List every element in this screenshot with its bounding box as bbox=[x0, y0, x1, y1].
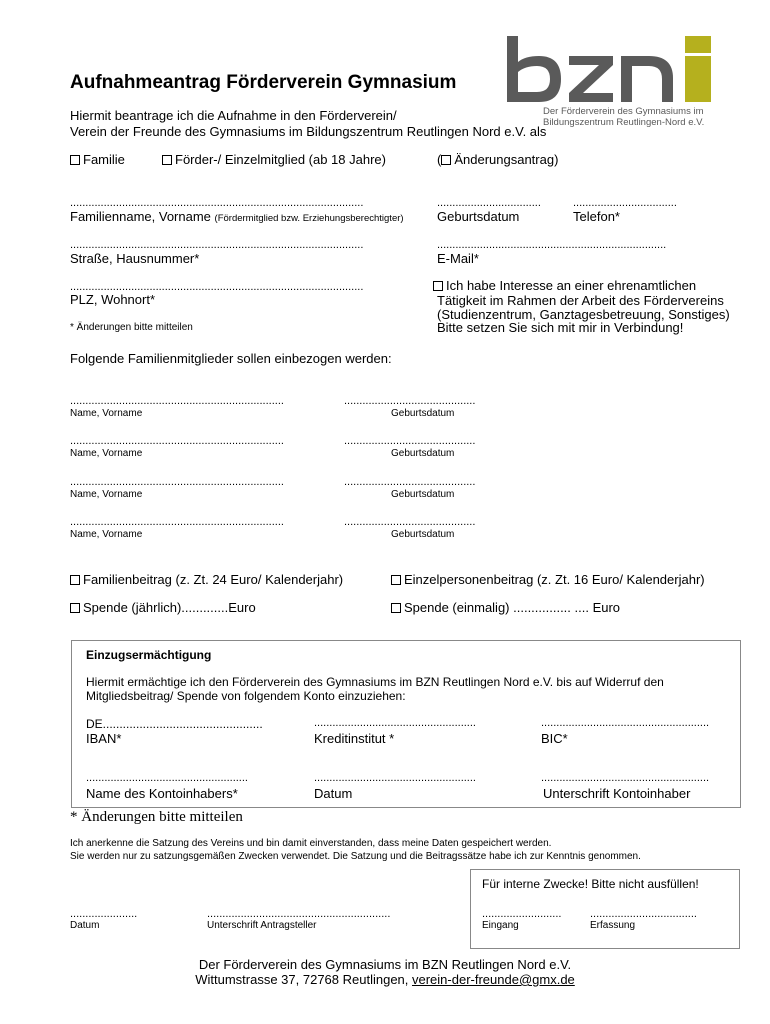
name-dots[interactable]: ................................................................................................ bbox=[70, 198, 364, 209]
family-1-date-label: Geburtsdatum bbox=[391, 408, 455, 419]
donation-yearly[interactable] bbox=[70, 600, 256, 615]
birth-label: Geburtsdatum bbox=[437, 209, 520, 224]
phone-dots[interactable]: .................................. bbox=[573, 198, 677, 209]
logo-subtitle-2: Bildungszentrum Reutlingen-Nord e.V. bbox=[543, 117, 705, 128]
membership-change-label: Änderungsantrag) bbox=[454, 152, 559, 167]
street-dots[interactable]: ................................................................................................ bbox=[70, 240, 364, 251]
sepa-date-label: Datum bbox=[314, 786, 353, 801]
name-label bbox=[70, 209, 404, 224]
name-label-text: Familienname, Vorname bbox=[70, 209, 211, 224]
address-line-1: Der Förderverein des Gymnasiums im BZN Reutlingen Nord e.V. bbox=[198, 957, 572, 972]
applicant-date-label: Datum bbox=[70, 920, 100, 931]
change-paren: ( bbox=[437, 152, 442, 167]
family-2-name-dots[interactable]: ...................................................................... bbox=[70, 436, 284, 447]
bzn-logo bbox=[503, 34, 717, 134]
sepa-text-2: Mitgliedsbeitrag/ Spende von folgendem Konto einzuziehen: bbox=[86, 689, 406, 703]
applicant-signature-label: Unterschrift Antragsteller bbox=[207, 920, 317, 931]
address-line-2 bbox=[0, 972, 770, 987]
fee-single[interactable] bbox=[391, 572, 705, 587]
receipt-dots[interactable]: .......................... bbox=[482, 909, 562, 920]
family-4-date-dots[interactable]: ........................................... bbox=[344, 517, 476, 528]
donation-yearly-label: Spende (jährlich).............Euro bbox=[83, 600, 256, 615]
checkbox-fee-family[interactable] bbox=[70, 575, 80, 585]
iban-field[interactable]: DE................................................ bbox=[86, 717, 263, 731]
membership-family[interactable] bbox=[70, 152, 125, 167]
sepa-heading: Einzugsermächtigung bbox=[86, 648, 212, 662]
intro-line-2: Verein der Freunde des Gymnasiums im Bildungszentrum Reutlingen Nord e.V. als bbox=[70, 124, 547, 139]
street-label: Straße, Hausnummer* bbox=[70, 251, 200, 266]
owner-dots[interactable]: ..................................................... bbox=[86, 773, 248, 784]
membership-family-label: Familie bbox=[83, 152, 125, 167]
bank-label: Kreditinstitut * bbox=[314, 731, 395, 746]
checkbox-donation-once[interactable] bbox=[391, 603, 401, 613]
family-heading: Folgende Familienmitglieder sollen einbezogen werden: bbox=[70, 351, 392, 366]
family-4-name-dots[interactable]: ...................................................................... bbox=[70, 517, 284, 528]
plz-label: PLZ, Wohnort* bbox=[70, 292, 156, 307]
family-2-date-label: Geburtsdatum bbox=[391, 448, 455, 459]
family-4-name-label: Name, Vorname bbox=[70, 529, 143, 540]
family-1-name-label: Name, Vorname bbox=[70, 408, 143, 419]
checkbox-family[interactable] bbox=[70, 155, 80, 165]
internal-title: Für interne Zwecke! Bitte nicht ausfüllen! bbox=[482, 877, 699, 891]
fee-family[interactable] bbox=[70, 572, 343, 587]
family-3-name-dots[interactable]: ...................................................................... bbox=[70, 477, 284, 488]
volunteer-line-4: Bitte setzen Sie sich mit mir in Verbindung! bbox=[437, 320, 684, 335]
checkbox-donation-yearly[interactable] bbox=[70, 603, 80, 613]
family-2-date-dots[interactable]: ........................................... bbox=[344, 436, 476, 447]
volunteer-line-1[interactable] bbox=[433, 278, 696, 293]
receipt-label: Eingang bbox=[482, 920, 519, 931]
page-title: Aufnahmeantrag Förderverein Gymnasium bbox=[70, 72, 457, 93]
family-2-name-label: Name, Vorname bbox=[70, 448, 143, 459]
sepa-signature-label: Unterschrift Kontoinhaber bbox=[543, 786, 691, 801]
checkbox-fee-single[interactable] bbox=[391, 575, 401, 585]
footer-change-note: * Änderungen bitte mitteilen bbox=[70, 809, 243, 825]
birth-dots[interactable]: .................................. bbox=[437, 198, 541, 209]
sepa-date-dots[interactable]: ..................................................... bbox=[314, 773, 476, 784]
phone-label: Telefon* bbox=[573, 209, 620, 224]
bank-dots[interactable]: ..................................................... bbox=[314, 718, 476, 729]
checkbox-individual[interactable] bbox=[162, 155, 172, 165]
membership-individual[interactable] bbox=[162, 152, 386, 167]
sepa-signature-dots[interactable]: ....................................................... bbox=[541, 773, 710, 784]
checkbox-change[interactable] bbox=[441, 155, 451, 165]
sepa-text-1: Hiermit ermächtige ich den Förderverein des Gymnasiums im BZN Reutlingen Nord e.V. bis auf Widerruf den bbox=[86, 675, 664, 689]
intro-line-1: Hiermit beantrage ich die Aufnahme in den Förderverein/ bbox=[70, 108, 397, 123]
applicant-signature-dots[interactable]: ............................................................ bbox=[207, 909, 391, 920]
family-3-date-label: Geburtsdatum bbox=[391, 489, 455, 500]
logo-subtitle-1: Der Förderverein des Gymnasiums im bbox=[543, 106, 704, 117]
record-label: Erfassung bbox=[590, 920, 636, 931]
donation-once-label: Spende (einmalig) ................ .... Euro bbox=[404, 600, 621, 615]
family-3-date-dots[interactable]: ........................................... bbox=[344, 477, 476, 488]
family-1-name-dots[interactable]: ...................................................................... bbox=[70, 396, 284, 407]
owner-label: Name des Kontoinhabers* bbox=[86, 786, 238, 801]
record-dots[interactable]: ................................... bbox=[590, 909, 697, 920]
volunteer-line-2: Tätigkeit im Rahmen der Arbeit des Fördervereins bbox=[437, 293, 724, 308]
volunteer-line-3: (Studienzentrum, Ganztagesbetreuung, Sonstiges) bbox=[437, 307, 730, 322]
donation-once[interactable] bbox=[391, 600, 620, 615]
family-3-name-label: Name, Vorname bbox=[70, 489, 143, 500]
family-4-date-label: Geburtsdatum bbox=[391, 529, 455, 540]
address-street: Wittumstrasse 37, 72768 Reutlingen, bbox=[195, 972, 412, 987]
bic-dots[interactable]: ....................................................... bbox=[541, 718, 710, 729]
email-label: E-Mail* bbox=[437, 251, 479, 266]
email-dots[interactable]: ........................................................................... bbox=[437, 240, 667, 251]
consent-line-1: Ich anerkenne die Satzung des Vereins und bin damit einverstanden, dass meine Daten gespeichert werden. bbox=[70, 838, 552, 849]
bic-label: BIC* bbox=[541, 731, 568, 746]
consent-line-2: Sie werden nur zu satzungsgemäßen Zwecken verwendet. Die Satzung und die Beitragssätze habe ich zur Kenntnis genommen. bbox=[70, 851, 641, 862]
fee-family-label: Familienbeitrag (z. Zt. 24 Euro/ Kalenderjahr) bbox=[83, 572, 344, 587]
membership-individual-label: Förder-/ Einzelmitglied (ab 18 Jahre) bbox=[175, 152, 386, 167]
fee-single-label: Einzelpersonenbeitrag (z. Zt. 16 Euro/ Kalenderjahr) bbox=[404, 572, 705, 587]
checkbox-volunteer[interactable] bbox=[433, 281, 443, 291]
membership-change[interactable] bbox=[437, 152, 558, 167]
change-note-small: * Änderungen bitte mitteilen bbox=[70, 322, 193, 333]
name-label-note: (Fördermitglied bzw. Erziehungsberechtigter) bbox=[214, 213, 404, 224]
plz-dots[interactable]: ................................................................................................ bbox=[70, 282, 364, 293]
volunteer-text-1: Ich habe Interesse an einer ehrenamtlichen bbox=[446, 278, 697, 293]
iban-label: IBAN* bbox=[86, 731, 122, 746]
applicant-date-dots[interactable]: ...................... bbox=[70, 909, 138, 920]
family-1-date-dots[interactable]: ........................................... bbox=[344, 396, 476, 407]
email-link[interactable]: verein-der-freunde@gmx.de bbox=[412, 972, 575, 987]
